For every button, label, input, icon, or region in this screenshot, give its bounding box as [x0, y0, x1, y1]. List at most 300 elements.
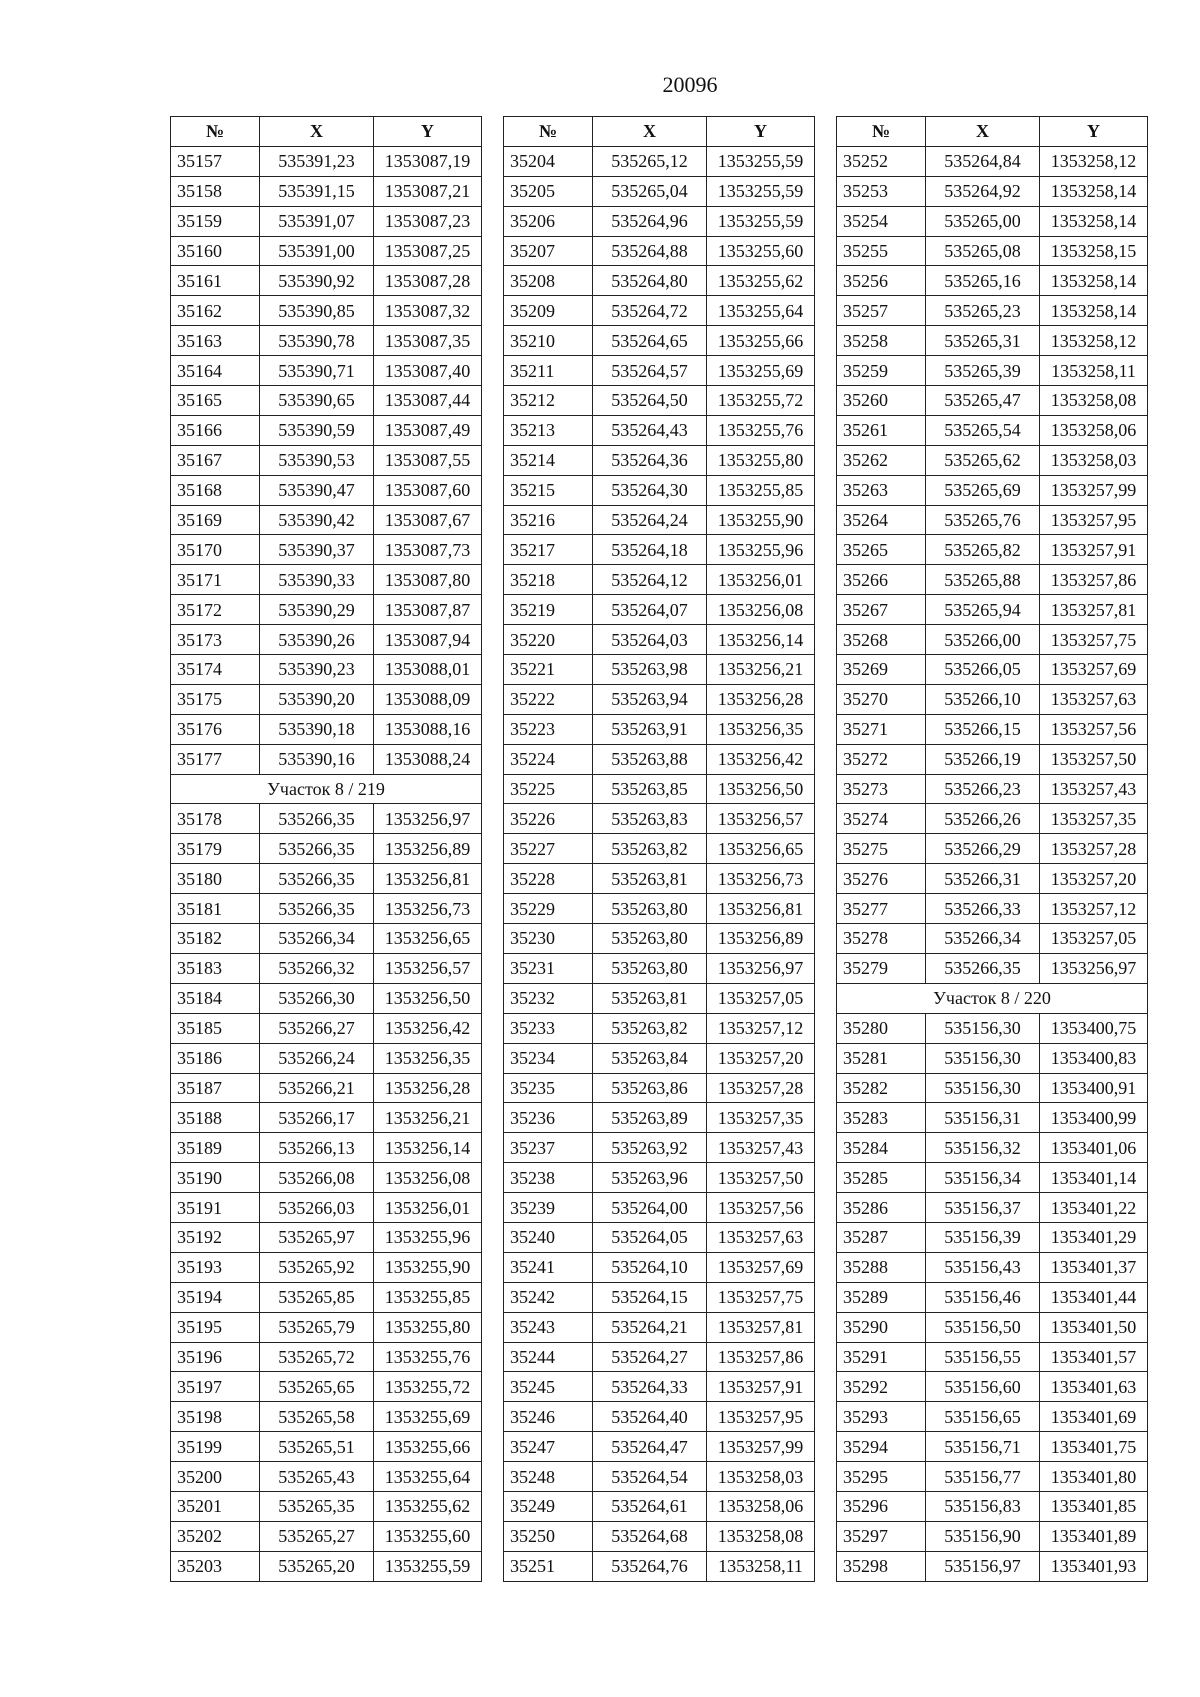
table-row — [504, 1043, 815, 1073]
x-value: 535391,00 — [260, 236, 374, 266]
table-row — [837, 415, 1148, 445]
table-row — [837, 595, 1148, 625]
table-row — [171, 1312, 482, 1342]
x-value: 535390,26 — [260, 625, 374, 655]
table-row — [837, 1133, 1148, 1163]
x-value: 535264,84 — [926, 146, 1040, 176]
table-row — [837, 1073, 1148, 1103]
point-number: 35195 — [171, 1312, 260, 1342]
x-value: 535264,54 — [593, 1462, 707, 1492]
point-number: 35285 — [837, 1163, 926, 1193]
table-row — [504, 206, 815, 236]
point-number: 35168 — [171, 475, 260, 505]
table-row — [837, 1163, 1148, 1193]
point-number: 35183 — [171, 953, 260, 983]
table-row — [171, 655, 482, 685]
y-value: 1353255,90 — [707, 505, 815, 535]
table-row — [837, 1312, 1148, 1342]
point-number: 35286 — [837, 1193, 926, 1223]
table-row — [171, 1193, 482, 1223]
x-value: 535266,32 — [260, 953, 374, 983]
x-value: 535264,05 — [593, 1222, 707, 1252]
table-row — [171, 565, 482, 595]
y-value: 1353258,14 — [1040, 296, 1148, 326]
point-number: 35222 — [504, 684, 593, 714]
y-value: 1353256,65 — [707, 834, 815, 864]
table-row — [504, 1432, 815, 1462]
x-value: 535390,18 — [260, 714, 374, 744]
table-row — [504, 1462, 815, 1492]
x-value: 535266,08 — [260, 1163, 374, 1193]
x-value: 535390,53 — [260, 445, 374, 475]
y-value: 1353256,21 — [707, 655, 815, 685]
x-value: 535266,35 — [926, 953, 1040, 983]
y-value: 1353258,15 — [1040, 236, 1148, 266]
table-row — [171, 924, 482, 954]
table-row — [837, 176, 1148, 206]
point-number: 35237 — [504, 1133, 593, 1163]
y-value: 1353255,59 — [707, 146, 815, 176]
x-value: 535264,24 — [593, 505, 707, 535]
table-row — [171, 475, 482, 505]
point-number: 35250 — [504, 1521, 593, 1551]
point-number: 35262 — [837, 445, 926, 475]
y-value: 1353087,44 — [374, 386, 482, 416]
table-row — [171, 953, 482, 983]
x-value: 535265,23 — [926, 296, 1040, 326]
y-value: 1353255,72 — [374, 1372, 482, 1402]
point-number: 35164 — [171, 356, 260, 386]
x-value: 535390,37 — [260, 535, 374, 565]
point-number: 35260 — [837, 386, 926, 416]
x-value: 535265,85 — [260, 1282, 374, 1312]
y-value: 1353258,14 — [1040, 206, 1148, 236]
header-y: Y — [1040, 117, 1148, 147]
x-value: 535263,98 — [593, 655, 707, 685]
x-value: 535266,13 — [260, 1133, 374, 1163]
x-value: 535390,20 — [260, 684, 374, 714]
point-number: 35253 — [837, 176, 926, 206]
point-number: 35256 — [837, 266, 926, 296]
point-number: 35197 — [171, 1372, 260, 1402]
point-number: 35182 — [171, 924, 260, 954]
x-value: 535266,35 — [260, 864, 374, 894]
y-value: 1353257,75 — [1040, 625, 1148, 655]
point-number: 35198 — [171, 1402, 260, 1432]
table-row — [504, 744, 815, 774]
y-value: 1353256,08 — [707, 595, 815, 625]
x-value: 535264,50 — [593, 386, 707, 416]
x-value: 535265,00 — [926, 206, 1040, 236]
x-value: 535265,54 — [926, 415, 1040, 445]
table-row — [171, 834, 482, 864]
y-value: 1353401,89 — [1040, 1521, 1148, 1551]
point-number: 35270 — [837, 684, 926, 714]
x-value: 535156,77 — [926, 1462, 1040, 1492]
point-number: 35258 — [837, 326, 926, 356]
point-number: 35190 — [171, 1163, 260, 1193]
y-value: 1353255,85 — [374, 1282, 482, 1312]
point-number: 35217 — [504, 535, 593, 565]
x-value: 535264,76 — [593, 1551, 707, 1581]
point-number: 35255 — [837, 236, 926, 266]
point-number: 35292 — [837, 1372, 926, 1402]
header-x: X — [926, 117, 1040, 147]
x-value: 535265,20 — [260, 1551, 374, 1581]
y-value: 1353400,99 — [1040, 1103, 1148, 1133]
x-value: 535263,88 — [593, 744, 707, 774]
y-value: 1353256,08 — [374, 1163, 482, 1193]
table-row — [837, 655, 1148, 685]
y-value: 1353087,28 — [374, 266, 482, 296]
point-number: 35251 — [504, 1551, 593, 1581]
y-value: 1353255,59 — [374, 1551, 482, 1581]
x-value: 535264,96 — [593, 206, 707, 236]
x-value: 535264,12 — [593, 565, 707, 595]
y-value: 1353255,72 — [707, 386, 815, 416]
y-value: 1353257,35 — [707, 1103, 815, 1133]
y-value: 1353255,85 — [707, 475, 815, 505]
point-number: 35254 — [837, 206, 926, 236]
section-row — [171, 774, 482, 804]
table-row — [504, 1073, 815, 1103]
y-value: 1353257,35 — [1040, 804, 1148, 834]
table-row — [171, 535, 482, 565]
x-value: 535263,81 — [593, 864, 707, 894]
y-value: 1353255,80 — [374, 1312, 482, 1342]
y-value: 1353401,63 — [1040, 1372, 1148, 1402]
table-row — [171, 296, 482, 326]
y-value: 1353256,81 — [374, 864, 482, 894]
point-number: 35165 — [171, 386, 260, 416]
y-value: 1353256,35 — [374, 1043, 482, 1073]
y-value: 1353255,90 — [374, 1252, 482, 1282]
y-value: 1353258,12 — [1040, 146, 1148, 176]
y-value: 1353258,03 — [1040, 445, 1148, 475]
y-value: 1353256,14 — [707, 625, 815, 655]
table-row — [171, 1402, 482, 1432]
table-row — [171, 326, 482, 356]
point-number: 35161 — [171, 266, 260, 296]
y-value: 1353257,12 — [1040, 894, 1148, 924]
point-number: 35206 — [504, 206, 593, 236]
x-value: 535266,24 — [260, 1043, 374, 1073]
table-row — [837, 774, 1148, 804]
x-value: 535266,19 — [926, 744, 1040, 774]
point-number: 35221 — [504, 655, 593, 685]
table-row — [504, 296, 815, 326]
table-row — [171, 236, 482, 266]
point-number: 35230 — [504, 924, 593, 954]
table-row — [171, 804, 482, 834]
point-number: 35157 — [171, 146, 260, 176]
section-row — [837, 983, 1148, 1013]
y-value: 1353255,60 — [707, 236, 815, 266]
y-value: 1353087,35 — [374, 326, 482, 356]
table-row — [171, 206, 482, 236]
x-value: 535263,81 — [593, 983, 707, 1013]
point-number: 35267 — [837, 595, 926, 625]
table-row — [504, 1402, 815, 1432]
point-number: 35287 — [837, 1222, 926, 1252]
table-row — [837, 1222, 1148, 1252]
x-value: 535156,55 — [926, 1342, 1040, 1372]
x-value: 535263,91 — [593, 714, 707, 744]
x-value: 535390,92 — [260, 266, 374, 296]
coordinates-table-2 — [503, 116, 815, 1582]
x-value: 535266,23 — [926, 774, 1040, 804]
table-row — [504, 475, 815, 505]
x-value: 535263,83 — [593, 804, 707, 834]
point-number: 35173 — [171, 625, 260, 655]
point-number: 35201 — [171, 1491, 260, 1521]
point-number: 35264 — [837, 505, 926, 535]
header-y: Y — [707, 117, 815, 147]
point-number: 35294 — [837, 1432, 926, 1462]
y-value: 1353256,65 — [374, 924, 482, 954]
point-number: 35245 — [504, 1372, 593, 1402]
table-row — [837, 1252, 1148, 1282]
table-row — [171, 1372, 482, 1402]
table-row — [171, 983, 482, 1013]
y-value: 1353256,89 — [707, 924, 815, 954]
y-value: 1353255,66 — [374, 1432, 482, 1462]
table-row — [504, 1103, 815, 1133]
y-value: 1353257,95 — [1040, 505, 1148, 535]
x-value: 535263,80 — [593, 894, 707, 924]
y-value: 1353257,05 — [707, 983, 815, 1013]
table-row — [837, 804, 1148, 834]
point-number: 35263 — [837, 475, 926, 505]
y-value: 1353256,97 — [707, 953, 815, 983]
y-value: 1353401,14 — [1040, 1163, 1148, 1193]
y-value: 1353256,73 — [707, 864, 815, 894]
point-number: 35248 — [504, 1462, 593, 1492]
table-row — [837, 206, 1148, 236]
y-value: 1353257,95 — [707, 1402, 815, 1432]
x-value: 535266,00 — [926, 625, 1040, 655]
table-row — [504, 684, 815, 714]
y-value: 1353258,08 — [707, 1521, 815, 1551]
x-value: 535390,47 — [260, 475, 374, 505]
y-value: 1353087,94 — [374, 625, 482, 655]
x-value: 535390,71 — [260, 356, 374, 386]
table-row — [504, 1372, 815, 1402]
y-value: 1353255,59 — [707, 206, 815, 236]
table-row — [504, 505, 815, 535]
table-row — [837, 236, 1148, 266]
y-value: 1353401,80 — [1040, 1462, 1148, 1492]
point-number: 35163 — [171, 326, 260, 356]
x-value: 535265,31 — [926, 326, 1040, 356]
point-number: 35181 — [171, 894, 260, 924]
table-row — [171, 595, 482, 625]
y-value: 1353400,83 — [1040, 1043, 1148, 1073]
x-value: 535263,89 — [593, 1103, 707, 1133]
point-number: 35189 — [171, 1133, 260, 1163]
x-value: 535265,51 — [260, 1432, 374, 1462]
table-row — [837, 744, 1148, 774]
section-label: Участок 8 / 219 — [171, 774, 482, 804]
x-value: 535263,82 — [593, 1013, 707, 1043]
x-value: 535264,07 — [593, 595, 707, 625]
x-value: 535264,15 — [593, 1282, 707, 1312]
table-row — [504, 236, 815, 266]
point-number: 35174 — [171, 655, 260, 685]
x-value: 535266,29 — [926, 834, 1040, 864]
table-row — [837, 445, 1148, 475]
table-row — [504, 326, 815, 356]
point-number: 35261 — [837, 415, 926, 445]
y-value: 1353088,24 — [374, 744, 482, 774]
x-value: 535263,85 — [593, 774, 707, 804]
y-value: 1353256,14 — [374, 1133, 482, 1163]
point-number: 35218 — [504, 565, 593, 595]
y-value: 1353087,40 — [374, 356, 482, 386]
point-number: 35226 — [504, 804, 593, 834]
y-value: 1353088,16 — [374, 714, 482, 744]
table-row — [837, 924, 1148, 954]
table-row — [504, 1133, 815, 1163]
table-row — [504, 1163, 815, 1193]
point-number: 35236 — [504, 1103, 593, 1133]
y-value: 1353256,57 — [707, 804, 815, 834]
y-value: 1353258,03 — [707, 1462, 815, 1492]
x-value: 535156,34 — [926, 1163, 1040, 1193]
point-number: 35159 — [171, 206, 260, 236]
y-value: 1353256,97 — [1040, 953, 1148, 983]
y-value: 1353257,99 — [1040, 475, 1148, 505]
x-value: 535263,84 — [593, 1043, 707, 1073]
header-x: X — [260, 117, 374, 147]
point-number: 35233 — [504, 1013, 593, 1043]
x-value: 535265,94 — [926, 595, 1040, 625]
table-row — [837, 864, 1148, 894]
table-row — [837, 565, 1148, 595]
point-number: 35180 — [171, 864, 260, 894]
y-value: 1353088,09 — [374, 684, 482, 714]
x-value: 535266,33 — [926, 894, 1040, 924]
x-value: 535266,35 — [260, 834, 374, 864]
point-number: 35194 — [171, 1282, 260, 1312]
y-value: 1353087,32 — [374, 296, 482, 326]
x-value: 535390,65 — [260, 386, 374, 416]
y-value: 1353401,22 — [1040, 1193, 1148, 1223]
table-row — [171, 1551, 482, 1581]
y-value: 1353255,64 — [374, 1462, 482, 1492]
y-value: 1353087,73 — [374, 535, 482, 565]
y-value: 1353257,69 — [707, 1252, 815, 1282]
point-number: 35229 — [504, 894, 593, 924]
table-row — [504, 1521, 815, 1551]
point-number: 35296 — [837, 1491, 926, 1521]
point-number: 35166 — [171, 415, 260, 445]
point-number: 35238 — [504, 1163, 593, 1193]
x-value: 535156,30 — [926, 1043, 1040, 1073]
x-value: 535156,30 — [926, 1073, 1040, 1103]
table-row — [837, 1013, 1148, 1043]
y-value: 1353401,57 — [1040, 1342, 1148, 1372]
table-row — [837, 1432, 1148, 1462]
point-number: 35167 — [171, 445, 260, 475]
table-row — [837, 356, 1148, 386]
y-value: 1353256,35 — [707, 714, 815, 744]
table-row — [171, 1462, 482, 1492]
point-number: 35281 — [837, 1043, 926, 1073]
point-number: 35274 — [837, 804, 926, 834]
table-row — [171, 684, 482, 714]
y-value: 1353257,05 — [1040, 924, 1148, 954]
point-number: 35177 — [171, 744, 260, 774]
point-number: 35278 — [837, 924, 926, 954]
x-value: 535266,34 — [260, 924, 374, 954]
table-row — [837, 834, 1148, 864]
table-row — [837, 386, 1148, 416]
table-row — [837, 1551, 1148, 1581]
x-value: 535266,21 — [260, 1073, 374, 1103]
x-value: 535391,15 — [260, 176, 374, 206]
table-row — [837, 1282, 1148, 1312]
table-row — [171, 1282, 482, 1312]
table-row — [504, 266, 815, 296]
table-row — [504, 565, 815, 595]
point-number: 35172 — [171, 595, 260, 625]
y-value: 1353257,20 — [1040, 864, 1148, 894]
x-value: 535156,32 — [926, 1133, 1040, 1163]
x-value: 535264,47 — [593, 1432, 707, 1462]
y-value: 1353087,60 — [374, 475, 482, 505]
y-value: 1353087,23 — [374, 206, 482, 236]
table-row — [504, 1312, 815, 1342]
x-value: 535263,92 — [593, 1133, 707, 1163]
x-value: 535265,92 — [260, 1252, 374, 1282]
point-number: 35196 — [171, 1342, 260, 1372]
coordinates-table-1 — [170, 116, 482, 1582]
point-number: 35227 — [504, 834, 593, 864]
point-number: 35192 — [171, 1222, 260, 1252]
y-value: 1353255,60 — [374, 1521, 482, 1551]
x-value: 535265,88 — [926, 565, 1040, 595]
y-value: 1353257,56 — [1040, 714, 1148, 744]
point-number: 35210 — [504, 326, 593, 356]
x-value: 535264,36 — [593, 445, 707, 475]
y-value: 1353255,69 — [374, 1402, 482, 1432]
y-value: 1353087,21 — [374, 176, 482, 206]
y-value: 1353255,76 — [707, 415, 815, 445]
y-value: 1353256,81 — [707, 894, 815, 924]
x-value: 535265,79 — [260, 1312, 374, 1342]
table-row — [837, 535, 1148, 565]
x-value: 535265,35 — [260, 1491, 374, 1521]
y-value: 1353401,50 — [1040, 1312, 1148, 1342]
point-number: 35188 — [171, 1103, 260, 1133]
table-row — [504, 176, 815, 206]
header-num: № — [504, 117, 593, 147]
x-value: 535265,82 — [926, 535, 1040, 565]
x-value: 535156,39 — [926, 1222, 1040, 1252]
y-value: 1353256,97 — [374, 804, 482, 834]
point-number: 35213 — [504, 415, 593, 445]
x-value: 535264,72 — [593, 296, 707, 326]
table-row — [504, 445, 815, 475]
table-row — [837, 1043, 1148, 1073]
y-value: 1353257,12 — [707, 1013, 815, 1043]
table-header-row — [171, 117, 482, 147]
y-value: 1353258,14 — [1040, 266, 1148, 296]
y-value: 1353257,91 — [1040, 535, 1148, 565]
x-value: 535264,68 — [593, 1521, 707, 1551]
table-row — [837, 146, 1148, 176]
